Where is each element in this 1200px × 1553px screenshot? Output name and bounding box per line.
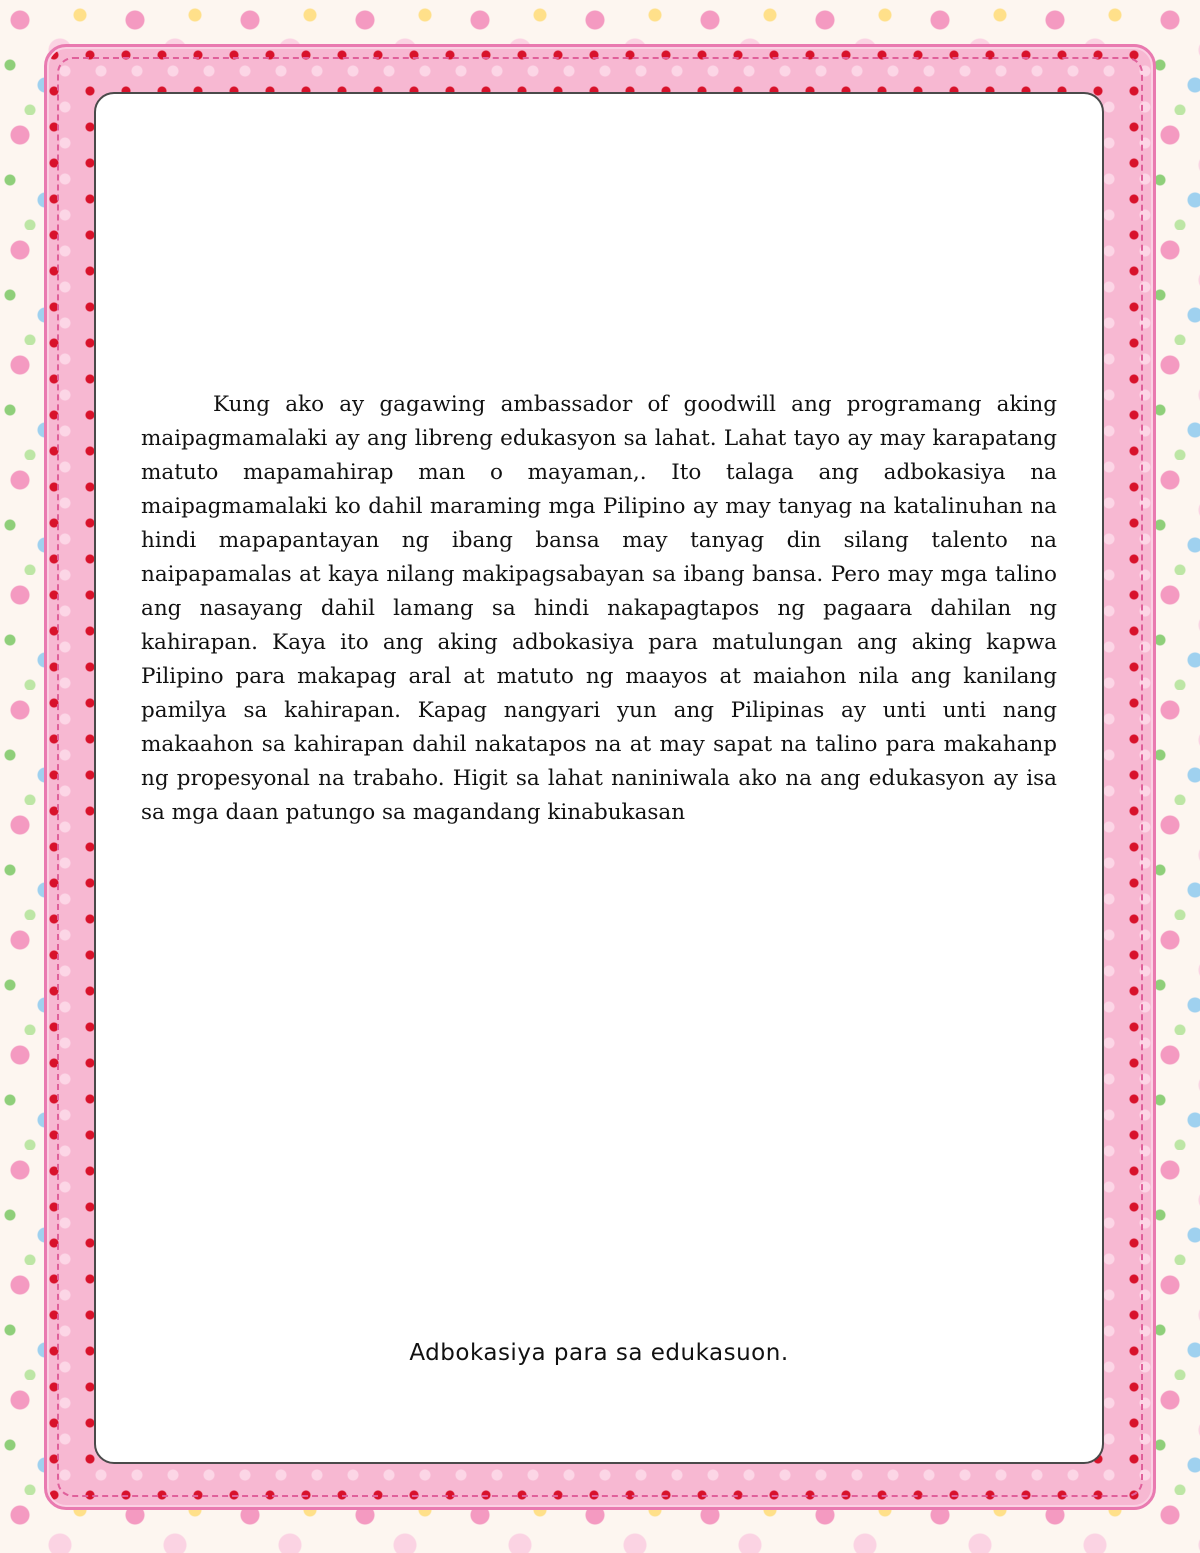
- footer-title: Adbokasiya para sa edukasuon.: [409, 1340, 789, 1366]
- essay-paragraph: Kung ako ay gagawing ambassador of goodwill ang programang aking maipagmamalaki ay ang libreng edukasyon sa lahat. Lahat tayo ay may karapatang matuto mapamahirap man o mayaman,. Ito talaga ang adbokasiya na maipagmamalaki ko dahil maraming mga Pilipino ay may tanyag na katalinuhan na hindi mapapantayan ng ibang bansa may tanyag din silang talento na naipapamalas at kaya nilang makipagsabayan sa ibang bansa. Pero may mga talino ang nasayang dahil lamang sa hindi nakapagtapos ng pagaara dahilan ng kahirapan. Kaya ito ang aking adbokasiya para matulungan ang aking kapwa Pilipino para makapag aral at matuto ng maayos at maiahon nila ang kanilang pamilya sa kahirapan. Kapag nangyari yun ang Pilipinas ay unti unti nang makaahon sa kahirapan dahil nakatapos na at may sapat na talino para makahanp ng propesyonal na trabaho. Higit sa lahat naniniwala ako na ang edukasyon ay isa sa mga daan patungo sa magandang kinabukasan: [141, 392, 1057, 825]
